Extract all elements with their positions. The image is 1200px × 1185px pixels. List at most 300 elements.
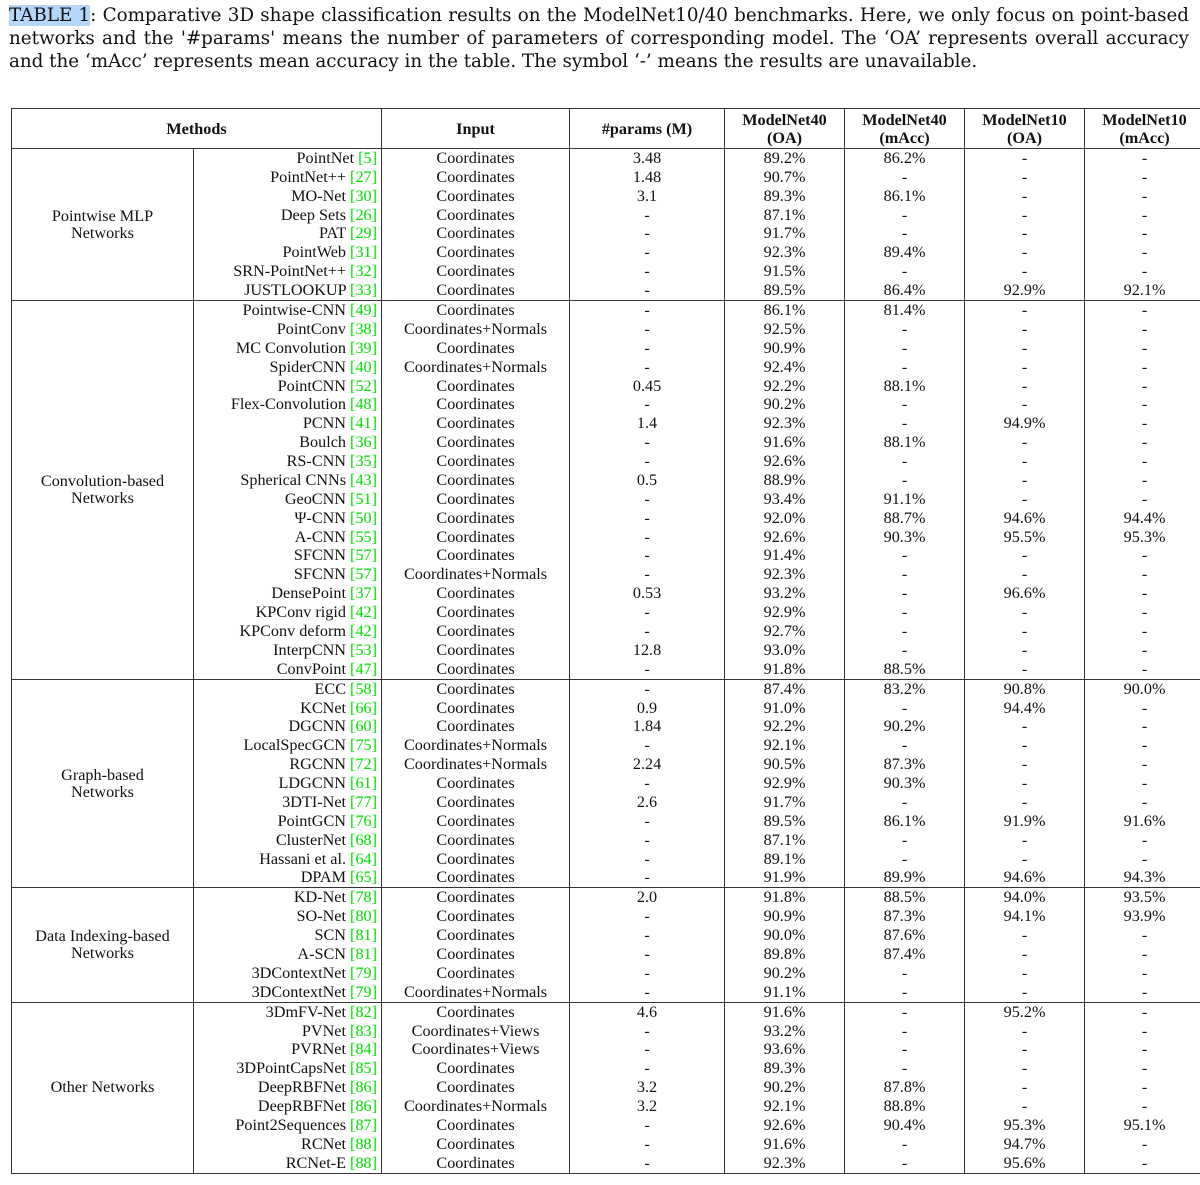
m40-macc-cell: 87.4% — [845, 945, 965, 964]
method-name: Spherical CNNs — [240, 471, 346, 489]
m40-macc-cell: 89.4% — [845, 243, 965, 262]
m10-oa-cell: 90.8% — [965, 679, 1085, 698]
method-cell — [194, 1041, 382, 1060]
results-table — [11, 108, 1200, 1174]
m10-oa-cell: - — [965, 622, 1085, 641]
citation-link[interactable]: [41] — [350, 414, 378, 433]
input-cell: Coordinates+Normals — [382, 983, 570, 1002]
citation-link[interactable]: [87] — [350, 1116, 378, 1134]
method-name: Flex-Convolution — [230, 395, 346, 414]
params-cell: 0.53 — [570, 584, 725, 603]
method-name: PAT — [318, 224, 346, 243]
m10-oa-cell: 94.0% — [965, 888, 1085, 907]
citation-link[interactable]: [61] — [350, 774, 378, 793]
m40-macc-cell: - — [845, 396, 965, 415]
citation-link[interactable]: [30] — [350, 186, 378, 205]
group-label: Other Networks — [12, 1002, 194, 1173]
input-cell: Coordinates — [382, 377, 570, 396]
citation-link[interactable]: [78] — [350, 888, 378, 907]
m10-oa-cell: - — [965, 1078, 1085, 1097]
m10-macc-cell: - — [1085, 149, 1200, 168]
params-cell: - — [570, 812, 725, 831]
m10-macc-cell: - — [1085, 433, 1200, 452]
m10-macc-cell: - — [1085, 206, 1200, 225]
citation-link[interactable]: [86] — [350, 1097, 378, 1116]
input-cell: Coordinates+Normals — [382, 736, 570, 755]
params-cell: 4.6 — [570, 1002, 725, 1021]
input-cell: Coordinates — [382, 339, 570, 358]
m10-macc-cell: - — [1085, 490, 1200, 509]
m40-oa-cell: 91.8% — [725, 660, 845, 679]
params-cell: - — [570, 679, 725, 698]
citation-link[interactable]: [27] — [350, 167, 378, 186]
m40-macc-cell: 86.2% — [845, 149, 965, 168]
m10-macc-cell: - — [1085, 1097, 1200, 1116]
m10-oa-cell: - — [965, 547, 1085, 566]
m10-oa-cell: - — [965, 149, 1085, 168]
input-cell: Coordinates — [382, 528, 570, 547]
table-row — [12, 301, 1200, 320]
m10-oa-cell: 94.7% — [965, 1135, 1085, 1154]
method-name: DeepRBFNet — [257, 1097, 346, 1116]
params-cell: 1.84 — [570, 717, 725, 736]
m40-oa-cell: 91.6% — [725, 433, 845, 452]
m10-macc-cell: - — [1085, 301, 1200, 320]
m40-oa-cell: 90.2% — [725, 1078, 845, 1097]
m40-oa-cell: 91.1% — [725, 983, 845, 1002]
citation-link[interactable]: [52] — [350, 376, 378, 395]
params-cell: - — [570, 1116, 725, 1135]
m10-oa-cell: - — [965, 945, 1085, 964]
params-cell: 0.5 — [570, 471, 725, 490]
params-cell: 2.0 — [570, 888, 725, 907]
m40-oa-cell: 92.3% — [725, 243, 845, 262]
citation-link[interactable]: [65] — [350, 868, 378, 887]
m10-macc-cell: - — [1085, 1059, 1200, 1078]
citation-link[interactable]: [84] — [350, 1040, 378, 1059]
citation-link[interactable]: [26] — [350, 205, 378, 224]
m10-macc-cell: 93.5% — [1085, 888, 1200, 907]
m10-macc-cell: 94.4% — [1085, 509, 1200, 528]
params-cell: - — [570, 850, 725, 869]
m10-oa-cell: - — [965, 660, 1085, 679]
citation-link[interactable]: [49] — [350, 301, 378, 320]
m10-oa-cell: 92.9% — [965, 281, 1085, 300]
citation-link[interactable]: [31] — [350, 243, 378, 262]
m10-macc-cell: 94.3% — [1085, 868, 1200, 887]
method-cell — [194, 187, 382, 206]
input-cell: Coordinates — [382, 1059, 570, 1078]
citation-link[interactable]: [79] — [350, 982, 378, 1001]
citation-link[interactable]: [88] — [350, 1134, 378, 1153]
params-cell: - — [570, 243, 725, 262]
m40-oa-cell: 92.3% — [725, 565, 845, 584]
m10-macc-cell: 93.9% — [1085, 907, 1200, 926]
method-cell — [194, 1002, 382, 1021]
m10-oa-cell: - — [965, 168, 1085, 187]
m40-oa-cell: 87.1% — [725, 831, 845, 850]
citation-link[interactable]: [79] — [350, 963, 378, 982]
m10-oa-cell: - — [965, 262, 1085, 281]
m10-macc-cell: - — [1085, 1135, 1200, 1154]
m40-oa-cell: 92.9% — [725, 774, 845, 793]
m40-macc-cell: - — [845, 736, 965, 755]
input-cell: Coordinates — [382, 414, 570, 433]
header-input: Input — [382, 109, 570, 149]
params-cell: - — [570, 396, 725, 415]
citation-link[interactable]: [77] — [350, 792, 378, 811]
citation-link[interactable]: [29] — [350, 224, 378, 243]
m10-oa-cell: - — [965, 603, 1085, 622]
citation-link[interactable]: [76] — [350, 811, 378, 830]
m40-oa-cell: 89.5% — [725, 812, 845, 831]
method-cell — [194, 1059, 382, 1078]
m40-macc-cell: - — [845, 320, 965, 339]
citation-link[interactable]: [32] — [350, 262, 378, 281]
citation-link[interactable]: [55] — [350, 527, 378, 546]
m40-macc-cell: - — [845, 603, 965, 622]
method-cell — [194, 490, 382, 509]
citation-link[interactable]: [5] — [358, 148, 378, 167]
m10-oa-cell: - — [965, 641, 1085, 660]
params-cell: 3.48 — [570, 149, 725, 168]
method-cell — [194, 262, 382, 281]
citation-link[interactable]: [47] — [350, 659, 378, 678]
input-cell: Coordinates — [382, 679, 570, 698]
m40-macc-cell: - — [845, 699, 965, 718]
m40-macc-cell: 91.1% — [845, 490, 965, 509]
params-cell: 3.1 — [570, 187, 725, 206]
method-cell — [194, 983, 382, 1002]
method-name: 3DContextNet — [251, 982, 346, 1001]
m10-macc-cell: - — [1085, 565, 1200, 584]
m40-oa-cell: 90.7% — [725, 168, 845, 187]
m40-oa-cell: 88.9% — [725, 471, 845, 490]
m40-macc-cell: 86.4% — [845, 281, 965, 300]
method-cell — [194, 888, 382, 907]
m10-macc-cell: - — [1085, 187, 1200, 206]
m40-oa-cell: 90.9% — [725, 907, 845, 926]
m40-oa-cell: 92.4% — [725, 358, 845, 377]
m10-oa-cell: 94.1% — [965, 907, 1085, 926]
input-cell: Coordinates — [382, 964, 570, 983]
citation-link[interactable]: [37] — [350, 584, 378, 603]
m40-oa-cell: 91.0% — [725, 699, 845, 718]
citation-link[interactable]: [42] — [350, 603, 378, 622]
citation-link[interactable]: [80] — [350, 907, 378, 926]
m40-oa-cell: 93.6% — [725, 1041, 845, 1060]
method-name: A-SCN — [297, 945, 346, 964]
m40-macc-cell: 90.2% — [845, 717, 965, 736]
m40-macc-cell: - — [845, 793, 965, 812]
m40-oa-cell: 91.6% — [725, 1002, 845, 1021]
m10-oa-cell: - — [965, 983, 1085, 1002]
m10-oa-cell: 95.5% — [965, 528, 1085, 547]
m10-macc-cell: - — [1085, 396, 1200, 415]
method-cell — [194, 339, 382, 358]
citation-link[interactable]: [68] — [350, 830, 378, 849]
m40-macc-cell: 89.9% — [845, 868, 965, 887]
method-cell — [194, 755, 382, 774]
params-cell: - — [570, 433, 725, 452]
citation-link[interactable]: [39] — [350, 338, 378, 357]
input-cell: Coordinates — [382, 1078, 570, 1097]
citation-link[interactable]: [57] — [350, 546, 378, 565]
header-m10-oa: ModelNet10 (OA) — [965, 109, 1085, 149]
params-cell: - — [570, 281, 725, 300]
citation-link[interactable]: [51] — [350, 489, 378, 508]
m10-macc-cell: - — [1085, 1078, 1200, 1097]
method-cell — [194, 565, 382, 584]
method-name: PCNN — [302, 414, 346, 433]
params-cell: - — [570, 565, 725, 584]
method-cell — [194, 868, 382, 887]
m40-macc-cell: - — [845, 1002, 965, 1021]
method-cell — [194, 1116, 382, 1135]
citation-link[interactable]: [57] — [350, 565, 378, 584]
method-name: InterpCNN — [273, 640, 346, 659]
m40-oa-cell: 92.6% — [725, 528, 845, 547]
m40-oa-cell: 92.2% — [725, 377, 845, 396]
params-cell: - — [570, 964, 725, 983]
m40-oa-cell: 90.2% — [725, 396, 845, 415]
citation-link[interactable]: [81] — [350, 945, 378, 964]
method-name: Boulch — [299, 433, 346, 452]
input-cell: Coordinates — [382, 187, 570, 206]
method-cell — [194, 358, 382, 377]
input-cell: Coordinates — [382, 888, 570, 907]
method-cell — [194, 1135, 382, 1154]
m10-oa-cell: - — [965, 206, 1085, 225]
params-cell: - — [570, 206, 725, 225]
m10-oa-cell: - — [965, 850, 1085, 869]
citation-link[interactable]: [33] — [350, 281, 378, 300]
m40-oa-cell: 92.0% — [725, 509, 845, 528]
citation-link[interactable]: [81] — [350, 926, 378, 945]
method-cell — [194, 528, 382, 547]
citation-link[interactable]: [42] — [350, 622, 378, 640]
input-cell: Coordinates — [382, 149, 570, 168]
method-cell — [194, 509, 382, 528]
citation-link[interactable]: [40] — [350, 357, 378, 376]
m40-oa-cell: 92.5% — [725, 320, 845, 339]
citation-link[interactable]: [85] — [350, 1059, 378, 1078]
m10-macc-cell: - — [1085, 717, 1200, 736]
header-params: #params (M) — [570, 109, 725, 149]
m10-oa-cell: - — [965, 243, 1085, 262]
input-cell: Coordinates — [382, 262, 570, 281]
m10-macc-cell: - — [1085, 1041, 1200, 1060]
method-name: SRN-PointNet++ — [233, 262, 346, 281]
citation-link[interactable]: [66] — [350, 698, 378, 717]
params-cell: 1.48 — [570, 168, 725, 187]
params-cell: - — [570, 603, 725, 622]
method-cell — [194, 281, 382, 300]
m10-macc-cell: - — [1085, 414, 1200, 433]
m10-macc-cell: - — [1085, 243, 1200, 262]
method-name: 3DmFV-Net — [265, 1002, 346, 1021]
m40-macc-cell: 86.1% — [845, 187, 965, 206]
params-cell: - — [570, 358, 725, 377]
m40-oa-cell: 87.1% — [725, 206, 845, 225]
method-cell — [194, 225, 382, 244]
m40-macc-cell: - — [845, 358, 965, 377]
m40-macc-cell: - — [845, 471, 965, 490]
m10-oa-cell: - — [965, 452, 1085, 471]
params-cell: - — [570, 528, 725, 547]
m40-oa-cell: 92.6% — [725, 1116, 845, 1135]
m10-macc-cell: - — [1085, 358, 1200, 377]
method-cell — [194, 433, 382, 452]
m40-oa-cell: 91.7% — [725, 793, 845, 812]
params-cell: 3.2 — [570, 1097, 725, 1116]
m10-macc-cell: - — [1085, 964, 1200, 983]
method-cell — [194, 243, 382, 262]
method-name: PointNet++ — [270, 167, 346, 186]
m10-oa-cell: - — [965, 831, 1085, 850]
citation-link[interactable]: [83] — [350, 1021, 378, 1040]
m40-macc-cell: - — [845, 622, 965, 641]
params-cell: - — [570, 868, 725, 887]
m40-oa-cell: 91.4% — [725, 547, 845, 566]
input-cell: Coordinates+Normals — [382, 565, 570, 584]
method-cell — [194, 396, 382, 415]
citation-link[interactable]: [88] — [350, 1153, 378, 1172]
method-name: KPConv rigid — [255, 603, 346, 622]
m40-oa-cell: 92.9% — [725, 603, 845, 622]
method-cell — [194, 168, 382, 187]
input-cell: Coordinates — [382, 1154, 570, 1174]
params-cell: - — [570, 1022, 725, 1041]
method-name: SFCNN — [293, 546, 346, 565]
table-row — [12, 888, 1200, 907]
params-cell: - — [570, 907, 725, 926]
m40-macc-cell: 88.7% — [845, 509, 965, 528]
m40-oa-cell: 91.7% — [725, 225, 845, 244]
m10-oa-cell: - — [965, 565, 1085, 584]
citation-link[interactable]: [82] — [350, 1002, 378, 1021]
m10-oa-cell: 91.9% — [965, 812, 1085, 831]
m40-macc-cell: 87.3% — [845, 907, 965, 926]
caption-label: TABLE 1 — [9, 5, 91, 26]
params-cell: - — [570, 320, 725, 339]
m40-oa-cell: 91.5% — [725, 262, 845, 281]
group-label: Graph-based Networks — [12, 679, 194, 888]
method-name: MC Convolution — [235, 338, 346, 357]
method-name: A-CNN — [294, 527, 346, 546]
citation-link[interactable]: [86] — [350, 1078, 378, 1097]
params-cell: - — [570, 945, 725, 964]
params-cell: 0.45 — [570, 377, 725, 396]
input-cell: Coordinates — [382, 868, 570, 887]
table-row — [12, 149, 1200, 168]
citation-link[interactable]: [36] — [350, 433, 378, 452]
citation-link[interactable]: [58] — [350, 679, 378, 698]
method-name: DPAM — [300, 868, 346, 887]
m40-macc-cell: 90.3% — [845, 774, 965, 793]
method-name: DGCNN — [288, 717, 346, 736]
input-cell: Coordinates — [382, 547, 570, 566]
input-cell: Coordinates — [382, 622, 570, 641]
method-cell — [194, 717, 382, 736]
m40-macc-cell: - — [845, 641, 965, 660]
citation-link[interactable]: [53] — [350, 640, 378, 659]
method-cell — [194, 1097, 382, 1116]
citation-link[interactable]: [43] — [350, 471, 378, 489]
input-cell: Coordinates — [382, 907, 570, 926]
method-cell — [194, 603, 382, 622]
m10-macc-cell: - — [1085, 168, 1200, 187]
input-cell: Coordinates — [382, 717, 570, 736]
input-cell: Coordinates — [382, 660, 570, 679]
params-cell: - — [570, 225, 725, 244]
m10-macc-cell: 90.0% — [1085, 679, 1200, 698]
group-label: Data Indexing-based Networks — [12, 888, 194, 1002]
citation-link[interactable]: [75] — [350, 736, 378, 755]
method-cell — [194, 812, 382, 831]
citation-link[interactable]: [50] — [350, 508, 378, 527]
m10-macc-cell: - — [1085, 850, 1200, 869]
method-name: RCNet-E — [285, 1153, 346, 1172]
m40-macc-cell: - — [845, 1059, 965, 1078]
input-cell: Coordinates — [382, 225, 570, 244]
input-cell: Coordinates+Normals — [382, 755, 570, 774]
citation-link[interactable]: [35] — [350, 452, 378, 471]
m40-macc-cell: - — [845, 1041, 965, 1060]
m40-oa-cell: 90.9% — [725, 339, 845, 358]
citation-link[interactable]: [38] — [350, 320, 378, 338]
input-cell: Coordinates+Views — [382, 1022, 570, 1041]
m40-oa-cell: 92.2% — [725, 717, 845, 736]
method-cell — [194, 907, 382, 926]
m40-oa-cell: 86.1% — [725, 301, 845, 320]
m10-macc-cell: - — [1085, 622, 1200, 641]
params-cell: - — [570, 1059, 725, 1078]
input-cell: Coordinates — [382, 812, 570, 831]
input-cell: Coordinates — [382, 471, 570, 490]
input-cell: Coordinates+Views — [382, 1041, 570, 1060]
caption-text: : Comparative 3D shape classification results on the ModelNet10/40 benchmarks. Here, we only focus on point-based networks and the '#params' means the number of parameters of corresponding model. The ‘OA’ represents overall accuracy and the ‘mAcc’ represents mean accuracy in the table. The symbol ‘-’ means the results are unavailable. — [9, 5, 1189, 72]
m10-macc-cell: - — [1085, 755, 1200, 774]
m40-macc-cell: - — [845, 850, 965, 869]
method-name: RGCNN — [289, 755, 346, 774]
input-cell: Coordinates — [382, 433, 570, 452]
m40-macc-cell: - — [845, 1135, 965, 1154]
citation-link[interactable]: [60] — [350, 717, 378, 736]
m40-macc-cell: - — [845, 168, 965, 187]
params-cell: - — [570, 1135, 725, 1154]
method-name: ClusterNet — [275, 830, 346, 849]
m40-oa-cell: 92.3% — [725, 1154, 845, 1174]
params-cell: - — [570, 339, 725, 358]
input-cell: Coordinates — [382, 926, 570, 945]
citation-link[interactable]: [72] — [350, 755, 378, 774]
params-cell: 2.6 — [570, 793, 725, 812]
method-name: SFCNN — [293, 565, 346, 584]
m40-oa-cell: 89.8% — [725, 945, 845, 964]
citation-link[interactable]: [48] — [350, 395, 378, 414]
m40-macc-cell: 83.2% — [845, 679, 965, 698]
params-cell: - — [570, 490, 725, 509]
m10-oa-cell: 96.6% — [965, 584, 1085, 603]
method-cell — [194, 452, 382, 471]
m10-macc-cell: - — [1085, 547, 1200, 566]
method-cell — [194, 679, 382, 698]
method-cell — [194, 471, 382, 490]
m10-oa-cell: - — [965, 1022, 1085, 1041]
m40-macc-cell: - — [845, 983, 965, 1002]
citation-link[interactable]: [64] — [350, 849, 378, 868]
